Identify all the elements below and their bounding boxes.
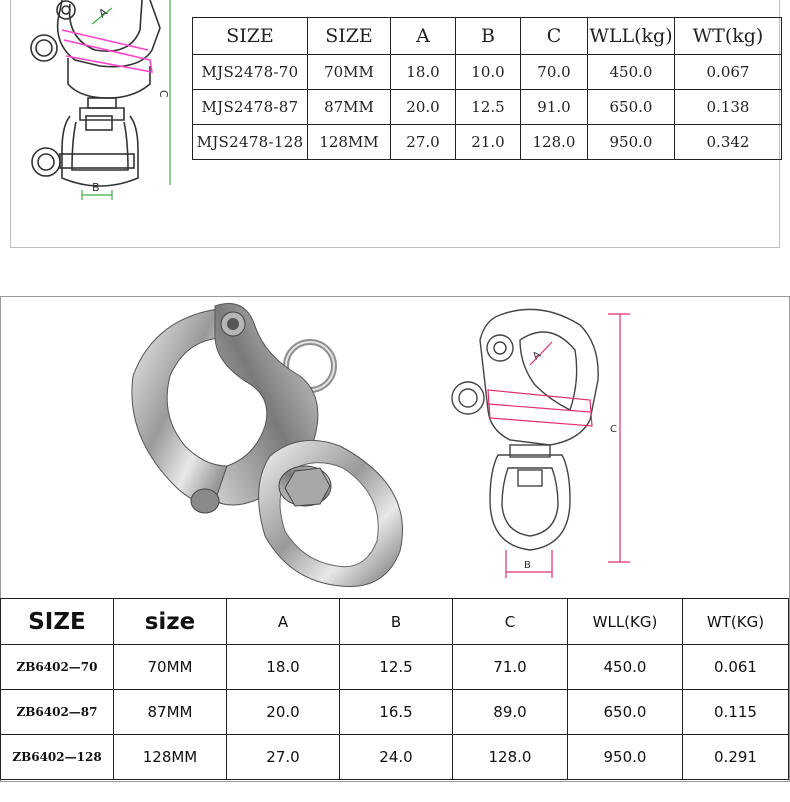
bottom-header-size-1: SIZE xyxy=(1,599,114,645)
bottom-dim-label-c: C xyxy=(610,424,617,435)
table-row xyxy=(1,735,789,780)
bottom-header-wll: WLL(KG) xyxy=(568,599,683,645)
cell: 450.0 xyxy=(588,55,675,90)
cell: 18.0 xyxy=(227,645,340,690)
top-spec-table xyxy=(192,17,782,160)
cell: 10.0 xyxy=(456,55,521,90)
cell: 12.5 xyxy=(456,90,521,125)
cell: 0.291 xyxy=(683,735,789,780)
cell: 12.5 xyxy=(340,645,453,690)
cell: MJS2478-128 xyxy=(193,125,308,160)
cell: 450.0 xyxy=(568,645,683,690)
top-header-wt: WT(kg) xyxy=(675,18,782,55)
table-row xyxy=(1,645,789,690)
bottom-spec-table xyxy=(0,598,789,780)
cell: 87MM xyxy=(308,90,391,125)
top-snap-shackle-diagram xyxy=(0,0,190,210)
cell: 128.0 xyxy=(521,125,588,160)
cell: 27.0 xyxy=(227,735,340,780)
cell: 20.0 xyxy=(227,690,340,735)
top-header-b: B xyxy=(456,18,521,55)
top-header-c: C xyxy=(521,18,588,55)
cell: 70MM xyxy=(308,55,391,90)
cell: 24.0 xyxy=(340,735,453,780)
top-dim-label-c: C xyxy=(157,90,170,98)
cell: 950.0 xyxy=(588,125,675,160)
top-header-a: A xyxy=(391,18,456,55)
cell: 27.0 xyxy=(391,125,456,160)
table-row xyxy=(1,690,789,735)
cell: 18.0 xyxy=(391,55,456,90)
bottom-table-header-row xyxy=(1,599,789,645)
top-header-size-2: SIZE xyxy=(308,18,391,55)
top-dim-label-b: B xyxy=(92,181,100,194)
table-row xyxy=(193,125,782,160)
cell: ZB6402—70 xyxy=(1,645,114,690)
bottom-dim-label-b: B xyxy=(524,560,531,571)
cell: 950.0 xyxy=(568,735,683,780)
top-table-header-row xyxy=(193,18,782,55)
cell: MJS2478-70 xyxy=(193,55,308,90)
cell: 128.0 xyxy=(453,735,568,780)
cell: 0.067 xyxy=(675,55,782,90)
cell: ZB6402—128 xyxy=(1,735,114,780)
bottom-snap-shackle-diagram xyxy=(440,300,640,590)
table-row xyxy=(193,55,782,90)
cell: 20.0 xyxy=(391,90,456,125)
bottom-header-wt: WT(KG) xyxy=(683,599,789,645)
cell: 87MM xyxy=(114,690,227,735)
cell: 16.5 xyxy=(340,690,453,735)
cell: 0.342 xyxy=(675,125,782,160)
bottom-dim-label-a: A xyxy=(530,349,544,363)
cell: 91.0 xyxy=(521,90,588,125)
bottom-header-a: A xyxy=(227,599,340,645)
bottom-header-size-2: size xyxy=(114,599,227,645)
top-header-size-1: SIZE xyxy=(193,18,308,55)
cell: 21.0 xyxy=(456,125,521,160)
top-dim-label-a: A xyxy=(96,5,110,21)
cell: 70.0 xyxy=(521,55,588,90)
cell: 89.0 xyxy=(453,690,568,735)
cell: ZB6402—87 xyxy=(1,690,114,735)
cell: MJS2478-87 xyxy=(193,90,308,125)
top-header-wll: WLL(kg) xyxy=(588,18,675,55)
bottom-header-b: B xyxy=(340,599,453,645)
cell: 0.061 xyxy=(683,645,789,690)
cell: 0.138 xyxy=(675,90,782,125)
cell: 650.0 xyxy=(568,690,683,735)
cell: 0.115 xyxy=(683,690,789,735)
cell: 70MM xyxy=(114,645,227,690)
cell: 128MM xyxy=(308,125,391,160)
bottom-header-c: C xyxy=(453,599,568,645)
cell: 650.0 xyxy=(588,90,675,125)
table-row xyxy=(193,90,782,125)
cell: 71.0 xyxy=(453,645,568,690)
cell: 128MM xyxy=(114,735,227,780)
snap-shackle-product-image xyxy=(115,296,415,596)
